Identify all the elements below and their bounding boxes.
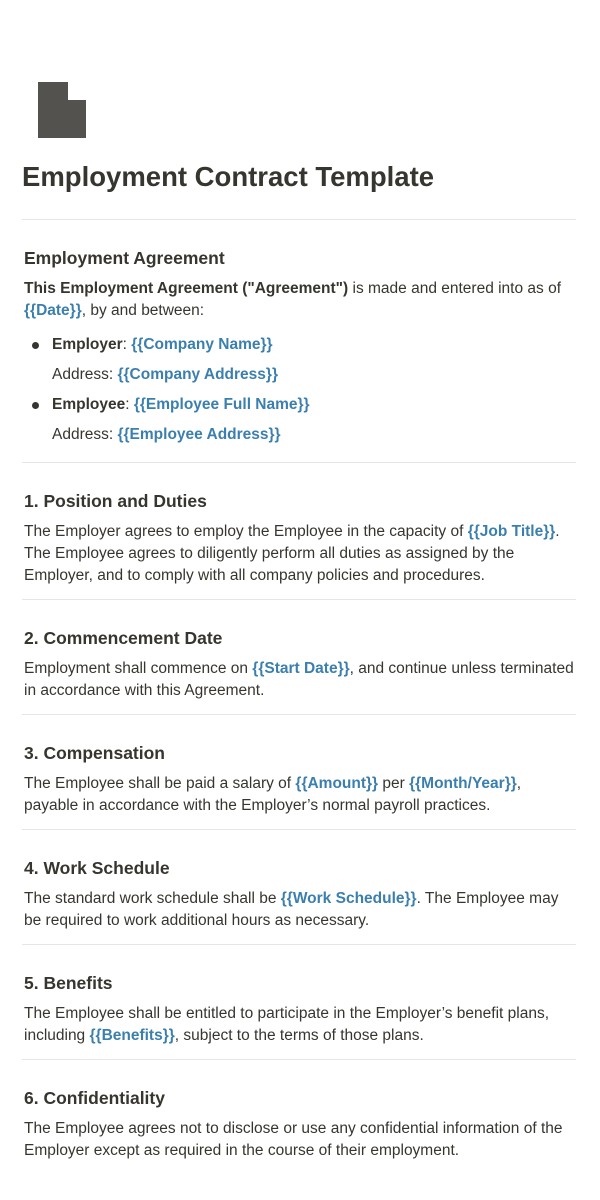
section-text bbox=[24, 1003, 574, 1047]
address-label: Address: bbox=[52, 366, 118, 383]
work-schedule-placeholder: {{Work Schedule}} bbox=[280, 890, 417, 907]
employee-name-placeholder: {{Employee Full Name}} bbox=[133, 396, 310, 413]
text: per bbox=[378, 775, 410, 792]
document-icon bbox=[36, 80, 88, 140]
colon: : bbox=[122, 336, 132, 353]
section-heading: Employment Agreement bbox=[24, 248, 225, 268]
amount-placeholder: {{Amount}} bbox=[295, 775, 379, 792]
section-heading: 3. Compensation bbox=[24, 743, 165, 763]
text: . The Employee agrees to diligently perform all duties as assigned by the Employer, and to comply with all company policies and procedures. bbox=[24, 523, 560, 584]
text: Employment shall commence on bbox=[24, 660, 253, 677]
text: , and continue unless terminated in accordance with this Agreement. bbox=[24, 660, 574, 699]
company-address-placeholder: {{Company Address}} bbox=[117, 366, 278, 383]
party-list bbox=[24, 330, 574, 450]
section-heading: 6. Confidentiality bbox=[24, 1088, 165, 1108]
section-schedule bbox=[22, 829, 576, 944]
document-body bbox=[22, 219, 576, 1174]
section-text bbox=[24, 1118, 574, 1162]
section-text bbox=[24, 888, 574, 932]
list-item-employee bbox=[24, 390, 574, 420]
employee-address bbox=[24, 420, 574, 450]
section-heading: 4. Work Schedule bbox=[24, 858, 170, 878]
company-name-placeholder: {{Company Name}} bbox=[131, 336, 273, 353]
text: . The Employee may be required to work additional hours as necessary. bbox=[24, 890, 559, 929]
section-commencement bbox=[22, 599, 576, 714]
bullet-icon bbox=[32, 342, 39, 349]
date-placeholder: {{Date}} bbox=[24, 302, 82, 319]
employer-label: Employer bbox=[52, 336, 123, 353]
employee-label: Employee bbox=[52, 396, 126, 413]
text: , subject to the terms of those plans. bbox=[174, 1027, 424, 1044]
section-compensation bbox=[22, 714, 576, 829]
bullet-icon bbox=[32, 402, 39, 409]
intro-text-end: , by and between: bbox=[81, 302, 205, 319]
section-text bbox=[24, 773, 574, 817]
page-title: Employment Contract Template bbox=[22, 161, 435, 192]
benefits-placeholder: {{Benefits}} bbox=[89, 1027, 175, 1044]
section-agreement bbox=[22, 219, 576, 462]
section-heading: 5. Benefits bbox=[24, 973, 113, 993]
section-text bbox=[24, 521, 574, 587]
text: , payable in accordance with the Employer’s normal payroll practices. bbox=[24, 775, 522, 814]
text: The Employee shall be paid a salary of bbox=[24, 775, 296, 792]
address-label: Address: bbox=[52, 426, 118, 443]
section-benefits bbox=[22, 944, 576, 1059]
section-heading: 1. Position and Duties bbox=[24, 491, 207, 511]
employer-address bbox=[24, 360, 574, 390]
list-item-employer bbox=[24, 330, 574, 360]
agreement-intro bbox=[24, 278, 574, 322]
section-text bbox=[24, 658, 574, 702]
text: The Employer agrees to employ the Employee in the capacity of bbox=[24, 523, 468, 540]
section-confidentiality bbox=[22, 1059, 576, 1174]
job-title-placeholder: {{Job Title}} bbox=[467, 523, 556, 540]
section-position bbox=[22, 462, 576, 599]
text: The Employee shall be entitled to participate in the Employer’s benefit plans, including bbox=[24, 1005, 550, 1044]
text: The Employee agrees not to disclose or use any confidential information of the Employer except as required in the course of their employment. bbox=[24, 1120, 563, 1159]
text: The standard work schedule shall be bbox=[24, 890, 281, 907]
intro-bold: This Employment Agreement ("Agreement") bbox=[24, 280, 349, 297]
start-date-placeholder: {{Start Date}} bbox=[252, 660, 350, 677]
colon: : bbox=[125, 396, 134, 413]
period-placeholder: {{Month/Year}} bbox=[409, 775, 517, 792]
employee-address-placeholder: {{Employee Address}} bbox=[117, 426, 281, 443]
section-heading: 2. Commencement Date bbox=[24, 628, 223, 648]
intro-text: is made and entered into as of bbox=[348, 280, 562, 297]
